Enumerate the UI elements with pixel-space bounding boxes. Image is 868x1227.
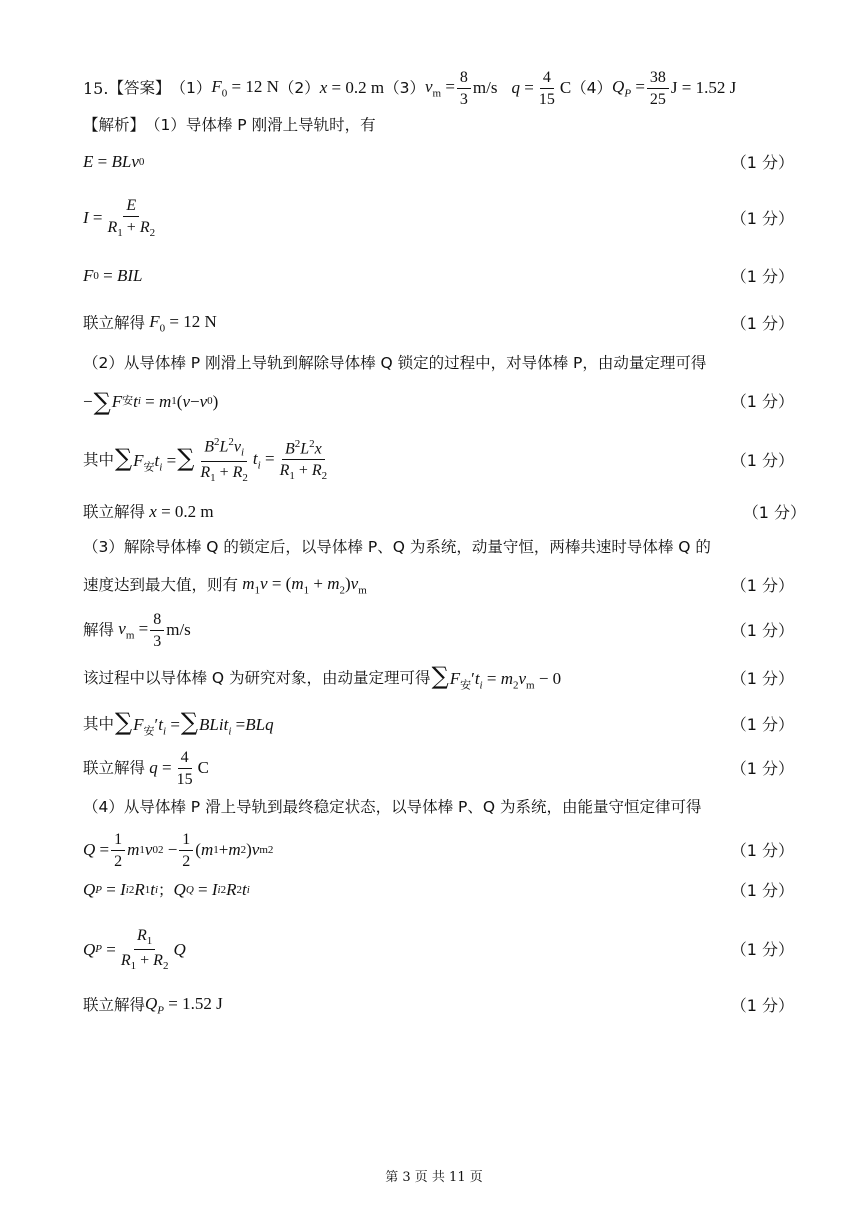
score-label: （1 分） [730, 152, 794, 172]
score-label: （1 分） [730, 841, 794, 861]
equation-row: 速度达到最大值，则有 $m_1v = (m_1 + m_2)v_m$ （1 分） [83, 574, 794, 597]
score-label: （1 分） [730, 668, 794, 688]
score-label: （1 分） [730, 576, 794, 596]
score-label: （1 分） [730, 208, 794, 228]
analysis-intro: 【解析】 （1）导体棒 P 刚滑上导轨时，有 [83, 116, 376, 134]
equation-row: Q P = I i 2 R 1 t i ； Q Q = I i 2 R 2 t i （1 分） [83, 880, 794, 900]
score-label: （1 分） [730, 880, 794, 900]
equation-row: Q = $\frac{1}{2}$ m 1 v 0 2 − $\frac{1}{2}$ ( m 1 + m 2 ) v m 2 （1 分） [83, 831, 794, 871]
equation-row: F 0 = BIL （1 分） [83, 266, 794, 286]
score-label: （1 分） [730, 392, 794, 412]
equation-row: 联立解得 $F_0 = 12$ N （1 分） [83, 312, 794, 335]
fraction-8-3: $\frac{8}{3}$ [457, 68, 471, 109]
fraction-38-25: $\frac{38}{25}$ [647, 68, 669, 109]
answer-qp: $Q_P$ = [612, 76, 645, 100]
section-2-intro: （2）从导体棒 P 刚滑上导轨到解除导体棒 Q 锁定的过程中，对导体棒 P，由动量定理可得 [83, 354, 707, 372]
score-label: （1 分） [730, 714, 794, 734]
answer-f0: $F_0 = 12$ N [211, 76, 279, 100]
score-label: （1 分） [742, 502, 806, 522]
score-label: （1 分） [730, 940, 794, 960]
equation-row: − ∑ F 安 t i = m 1 ( v − v 0 ) （1 分） [83, 388, 794, 416]
score-label: （1 分） [730, 621, 794, 641]
answer-vm: $v_m$ = [424, 76, 455, 100]
fraction-4-15: $\frac{4}{15}$ [538, 69, 555, 109]
score-label: （1 分） [730, 450, 794, 470]
answer-x: x = 0.2 m [319, 78, 385, 98]
equation-row: Q P = $\frac{R_1}{R_1 + R_2}$ Q （1 分） [83, 927, 794, 973]
equation-row: 其中 $\sum F_安't_i$ =∑BLit$_i$ =BLq （1 分） [83, 708, 794, 738]
analysis-tag: 【解析】 [83, 116, 146, 134]
score-label: （1 分） [730, 266, 794, 286]
equation-row: 联立解得 x = 0.2 m （1 分） [83, 502, 806, 522]
equation-row: 解得 $v_m$ = $\frac{8}{3}$ m/s （1 分） [83, 611, 794, 651]
score-label: （1 分） [730, 996, 794, 1016]
equation-row: 其中 $\sum F_安t_i$ =∑ $\frac{B^2L^2v_i}{R_1 + R_2}$ $t_i$ = $\frac{B^2L^2x}{R_1 + R_2}$ （1 分） [83, 436, 794, 484]
equation-row: E = BLv 0 （1 分） [83, 152, 794, 172]
section-4-intro: （4）从导体棒 P 滑上导轨到最终稳定状态，以导体棒 P、Q 为系统，由能量守恒定律可得 [83, 798, 702, 816]
question-number: 15. [83, 79, 109, 99]
equation-row: 联立解得 $Q_P = 1.52$ J （1 分） [83, 994, 794, 1017]
equation-row: 联立解得 q = $\frac{4}{15}$ C （1 分） [83, 749, 794, 789]
answer-line: 15. 【答案】 （1） $F_0 = 12$ N （2） x = 0.2 m （3） $v_m$ = $\frac{8}{3}$ m/s q = $\frac{4}{15}$ C （4） $Q_P$ = $\frac{38}{25}$ J = 1.52 J [83, 69, 737, 109]
equation-row: I = $\frac{E}{R_1 + R_2}$ （1 分） [83, 197, 794, 240]
equation-row: 该过程中以导体棒 Q 为研究对象，由动量定理可得 $\sum F_安't_i = m_2v_m - 0$ （1 分） [83, 662, 794, 692]
answer-q: q = [511, 78, 534, 98]
score-label: （1 分） [730, 759, 794, 779]
answer-tag: 【答案】 [108, 79, 171, 98]
page-footer: 第 3 页 共 11 页 [385, 1170, 483, 1185]
score-label: （1 分） [730, 314, 794, 334]
section-3-intro: （3）解除导体棒 Q 的锁定后，以导体棒 P、Q 为系统，动量守恒，两棒共速时导体棒 Q 的 [83, 538, 711, 556]
